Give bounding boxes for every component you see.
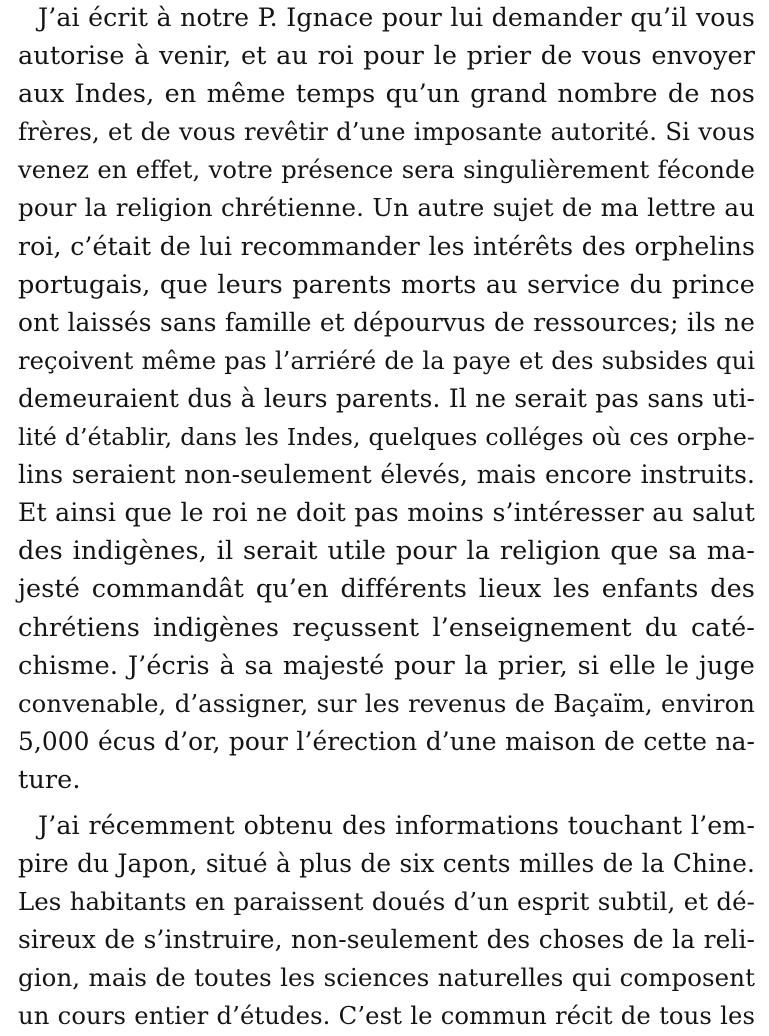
text-line: J’ai écrit à notre P. Ignace pour lui demander qu’il vous [38, 3, 755, 32]
text-line: Et ainsi que le roi ne doit pas moins s’intéresser au salut [18, 498, 755, 528]
text-line: convenable, d’assigner, sur les revenus de Baçaïm, environ [18, 688, 755, 718]
text-line: aux Indes, en même temps qu’un grand nombre de nos [18, 79, 755, 110]
text-line: chisme. J’écris à sa majesté pour la prier, si elle le juge [18, 650, 755, 681]
text-line: portugais, que leurs parents morts au service du prince [18, 269, 755, 300]
text-line: 5,000 écus d’or, pour l’érection d’une maison de cette na- [18, 726, 755, 756]
text-line: demeuraient dus à leurs parents. Il ne serait pas sans uti- [18, 383, 755, 413]
text-line: des indigènes, il serait utile pour la religion que sa ma- [18, 536, 755, 567]
text-line: reçoivent même pas l’arriéré de la paye et des subsides qui [18, 346, 755, 375]
text-line: sireux de s’instruire, non-seulement des choses de la reli- [18, 925, 755, 955]
text-line: venez en effet, votre présence sera singulièrement féconde [18, 156, 755, 185]
text-line: lins seraient non-seulement élevés, mais encore instruits. [18, 460, 755, 490]
text-line: gion, mais de toutes les sciences naturelles qui composent [18, 963, 755, 993]
text-line: lité d’établir, dans les Indes, quelques colléges où ces orphe- [18, 423, 755, 452]
text-line: un cours entier d’études. C’est le commun récit de tous les [18, 1001, 755, 1031]
text-line: J’ai récemment obtenu des informations touchant l’em- [38, 811, 755, 840]
text-line: pour la religion chrétienne. Un autre sujet de ma lettre au [18, 193, 755, 223]
paragraph-2 [18, 807, 755, 1036]
text-line: Les habitants en paraissent doués d’un esprit subtil, et dé- [18, 887, 755, 917]
text-line: frères, et de vous revêtir d’une imposante autorité. Si vous [18, 117, 755, 147]
text-line: ture. [18, 764, 81, 795]
text-line: roi, c’était de lui recommander les intérêts des orphelins [18, 231, 755, 261]
text-line: jesté commandât qu’en différents lieux les enfants des [18, 574, 755, 605]
text-line: ont laissés sans famille et dépourvus de ressources; ils ne [18, 307, 755, 337]
paragraph-1 [18, 0, 755, 799]
text-line: pire du Japon, situé à plus de six cents milles de la Chine. [18, 849, 755, 879]
text-line: chrétiens indigènes reçussent l’enseignement du caté- [18, 612, 755, 643]
text-line: autorise à venir, et au roi pour le prier de vous envoyer [18, 41, 755, 72]
